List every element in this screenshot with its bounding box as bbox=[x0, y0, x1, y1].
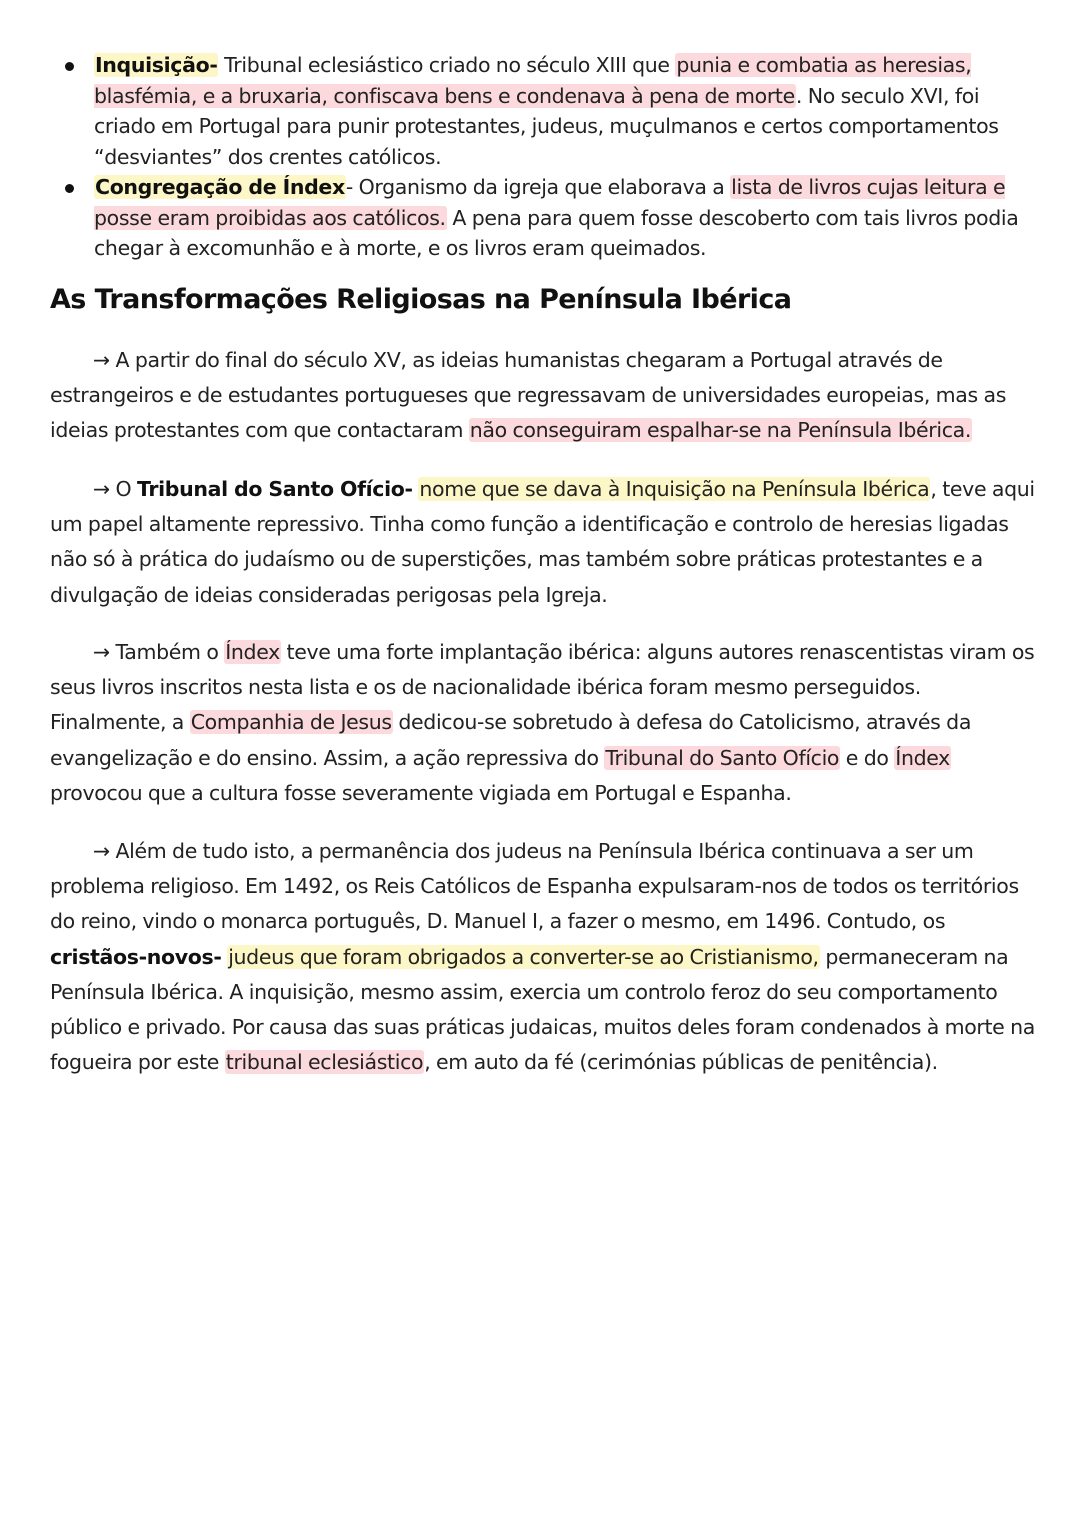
highlight: Tribunal do Santo Ofício bbox=[605, 745, 840, 770]
text: provocou que a cultura fosse severamente vigiada em Portugal e Espanha. bbox=[50, 780, 792, 805]
text: , teve aqui um papel altamente repressivo. Tinha como função a identificação e controlo de heresias ligadas não só à prática do judaísmo ou de superstições, mas também sobre práticas protestantes e a divulgação de ideias consideradas perigosas pela Igreja. bbox=[50, 477, 1035, 607]
bullet-icon bbox=[65, 184, 74, 193]
text: , em auto da fé (cerimónias públicas de penitência). bbox=[424, 1050, 938, 1075]
highlight: não conseguiram espalhar-se na Península Ibérica. bbox=[469, 418, 972, 443]
text: A partir do final do século XV, as ideias humanistas chegaram a Portugal através de estrangeiros e de estudantes portugueses que regressavam de universidades europeias, mas as ideias protestantes com que contactaram bbox=[50, 348, 1007, 443]
section-title: As Transformações Religiosas na Península Ibérica bbox=[50, 284, 792, 315]
list-item-congregacao-index bbox=[94, 172, 1044, 264]
paragraph-4 bbox=[50, 834, 1040, 1080]
text: dedicou-se sobretudo à defesa do Catolicismo, através da evangelização e do ensino. Assim, a ação repressiva do bbox=[50, 710, 972, 770]
paragraph-2 bbox=[50, 472, 1040, 613]
arrow-icon: → bbox=[93, 477, 110, 501]
text: Também o bbox=[109, 640, 225, 664]
term-tribunal-santo-oficio: Tribunal do Santo Ofício- bbox=[136, 477, 413, 501]
term-cristaos-novos: cristãos-novos- bbox=[50, 944, 222, 969]
text: O bbox=[109, 477, 137, 501]
highlight: nome que se dava à Inquisição na Península Ibérica bbox=[419, 477, 930, 501]
highlight: lista de livros cujas leitura e posse eram proibidas aos católicos. bbox=[94, 175, 1006, 230]
highlight: Índex bbox=[895, 745, 950, 770]
text: e do bbox=[840, 745, 895, 770]
text: A pena para quem fosse descoberto com tais livros podia chegar à excomunhão e à morte, e os livros eram queimados. bbox=[94, 205, 1019, 260]
highlight: Companhia de Jesus bbox=[190, 710, 392, 735]
term-congregacao-index: Congregação de Índex bbox=[95, 175, 345, 199]
text: teve uma forte implantação ibérica: alguns autores renascentistas viram os seus livros inscritos nesta lista e os de nacionalidade ibérica foram mesmo perseguidos. Finalmente, a bbox=[50, 640, 1035, 735]
highlight: punia e combatia as heresias, blasfémia, e a bruxaria, confiscava bens e condenava à pena de morte bbox=[94, 53, 972, 108]
arrow-icon: → bbox=[93, 839, 110, 863]
arrow-icon: → bbox=[93, 640, 110, 664]
highlight: Índex bbox=[225, 640, 280, 664]
text: Tribunal eclesiástico criado no século XIII que bbox=[218, 53, 676, 77]
text: . No seculo XVI, foi criado em Portugal para punir protestantes, judeus, muçulmanos e certos comportamentos “desviantes” dos crentes católicos. bbox=[94, 83, 999, 169]
list-item-inquisicao bbox=[94, 50, 1044, 172]
highlight: judeus que foram obrigados a converter-se ao Cristianismo, bbox=[228, 944, 819, 969]
term-inquisicao: Inquisição- bbox=[95, 53, 218, 77]
bullet-icon bbox=[65, 62, 74, 71]
text: permaneceram na Península Ibérica. A inquisição, mesmo assim, exercia um controlo feroz do seu comportamento público e privado. Por causa das suas práticas judaicas, muitos deles foram condenados à morte na fogueira por este bbox=[50, 944, 1035, 1075]
paragraph-3 bbox=[50, 635, 1040, 811]
text: - Organismo da igreja que elaborava a bbox=[345, 175, 731, 199]
arrow-icon: → bbox=[93, 348, 110, 372]
highlight: tribunal eclesiástico bbox=[225, 1050, 424, 1075]
definitions-list bbox=[94, 50, 1044, 264]
text: Além de tudo isto, a permanência dos judeus na Península Ibérica continuava a ser um problema religioso. Em 1492, os Reis Católicos de Espanha expulsaram-nos de todos os territórios do reino, vindo o monarca português, D. Manuel I, a fazer o mesmo, em 1496. Contudo, os bbox=[50, 839, 1019, 934]
paragraph-1 bbox=[50, 343, 1040, 449]
